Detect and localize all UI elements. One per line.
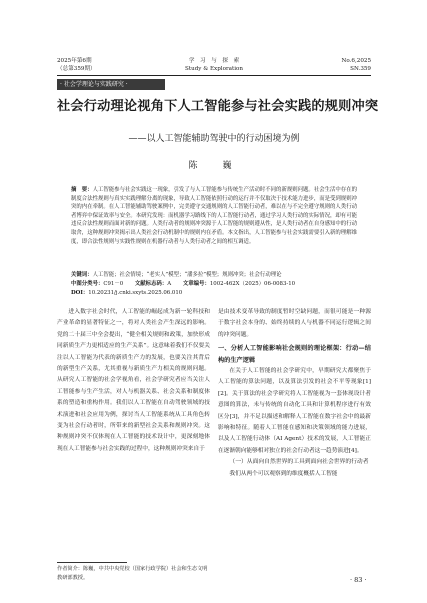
doi-line [71,289,182,298]
body-paragraph: 进入数字社会时代，人工智能的崛起成为新一轮科技和产业革命的显著特征之一，将对人类社会产生深远的影响。党的二十届三中全会提出，“健全相关规则和政策，加快形成同新质生产力更相适应的生产关系”。这意味着我们不仅要关注以人工智能为代表的新质生产力的发展，也要关注其背后的新型生产关系，尤其重视与新质生产力相关的规则问题。从研究人工智能的社会学视角看，社会学研究者应当关注人工智能参与生产生活，对人与机器关系、社会关系和制度体系的塑造和重构作用。我们以人工智能在自动驾驶领域的技术演进和社会应用为例，探讨当人工智能系统从工具角色转变为社会行动者时，所带来的新型社会关系和规则冲突。这种规则冲突不仅体现在人工智能的技术设计中，更深刻地体现在人工智能参与社会实践的过程中，这种规则冲突来自于 [57,309,210,452]
issue-total: （总第359期） [57,66,96,72]
doc-code-label: 文献标志码： [134,281,168,287]
abstract-label: 摘 要： [71,187,93,193]
doi-value: 10.20231/j.cnki.sxyts.2025.06.010 [88,290,183,296]
article-title: 社会行动理论视角下人工智能参与社会实践的规则冲突 [57,99,379,114]
article-id-label: 文章编号： [182,281,210,287]
article-subtitle: ——以人工智能辅助驾驶中的行动困境为例 [128,134,300,144]
right-column [218,307,371,480]
section-tag: · 社会学理论与实践研究 · [57,79,165,90]
section-heading: （一）从面向自然世界的工具到面向社会世界的行动者 [229,459,369,466]
body-paragraph: 在关于人工智能的社会学研究中，早期研究大都聚焦于人工智能的算法问题，以及算法引发的社会不平等现象[1][2]。关于算法的社会学研究将人工智能视为一套体现设计者意图的算法，未与传统的自动化工具和计算机程序进行有效区分[3]，并不足以描述和解释人工智能在数字社会中的最新影响和特征。随着人工智能在感知和决策领域的能力进展，以及人工智能行动体（AI Agent）技术的发展，人工智能正在逐渐朝向能够相对独立的社会行动者这一趋势演进[4]。 [218,368,371,454]
journal-title-en: Study & Exploration [185,66,243,72]
journal-title: 学 习 与 探 索 [188,58,240,64]
footnote-rule [57,562,127,563]
author-footnote: 作者简介：陈巍，中共中央党校（国家行政学院）社会和生态文明教研部教授。 [57,566,208,581]
section-heading: 一、分析人工智能影响社会规则的理论框架：行动—结构的生产逻辑 [218,345,371,364]
classification-line [71,280,295,289]
doc-code-value: A [167,281,172,287]
author-name: 陈 巍 [188,161,240,171]
page-number: · 83 · [350,576,367,584]
body-paragraph: 我们从两个可以观察到的维度概括人工智能 [229,470,338,477]
serial-number: SN.359 [350,66,371,72]
body-paragraph: 是由技术变革导致的制度暂时空缺问题，而很可能是一种源于数字社会本身的、始终持续的人与机器不同运行逻辑之间的冲突问题。 [218,309,371,338]
abstract [71,186,357,246]
issue-number-en: No.6,2025 [341,58,371,64]
left-column [57,307,210,455]
article-id-value: 1002-462X（2025）06-0083-10 [209,281,296,287]
keywords [71,271,282,280]
header-rule [57,75,371,76]
clc-label: 中图分类号： [71,281,104,287]
clc-value: C91－0 [103,281,124,287]
keywords-label: 关键词： [71,272,93,278]
abstract-text: 人工智能参与社会实践这一现象，引发了与人工智能参与传统生产活动时不同的新规则问题。社会生活中存在的制度合法性规则与真实实践理解分离的现象，导致人工智能依照行动的运行并不仅取决于技术能力进步，而是受到规则冲突的内在牵制。在人工智能辅助驾驶案例中，完美遵守交通规则的人工智能行动者，难以在与不完全遵守规则的人类行动者博弈中保证效率与安全。本研究发现：而机器学习路线下的人工智能行动者，通过学习人类行动的实际情况，却有可能违反合法性规则而面对新的问题。人类行动者的规则冲突源于人工智能的规则遵从性，是人类行动者在自身感知中的行动取舍，这种规则冲突揭示出人类社会行动机制中的规则内在矛盾。本文指出，人工智能参与社会实践需要引入新的理解维度，即合法性规则与实践性规则在机器行动者与人类行动者之间的相互调适。 [71,187,357,245]
issue-number: 2025年第6期 [57,58,92,64]
keywords-text: 人工智能；社会情境；“老实人”模型；“潘多拉”模型；规则冲突；社会行动理论 [92,272,282,278]
doi-label: DOI： [71,290,89,296]
